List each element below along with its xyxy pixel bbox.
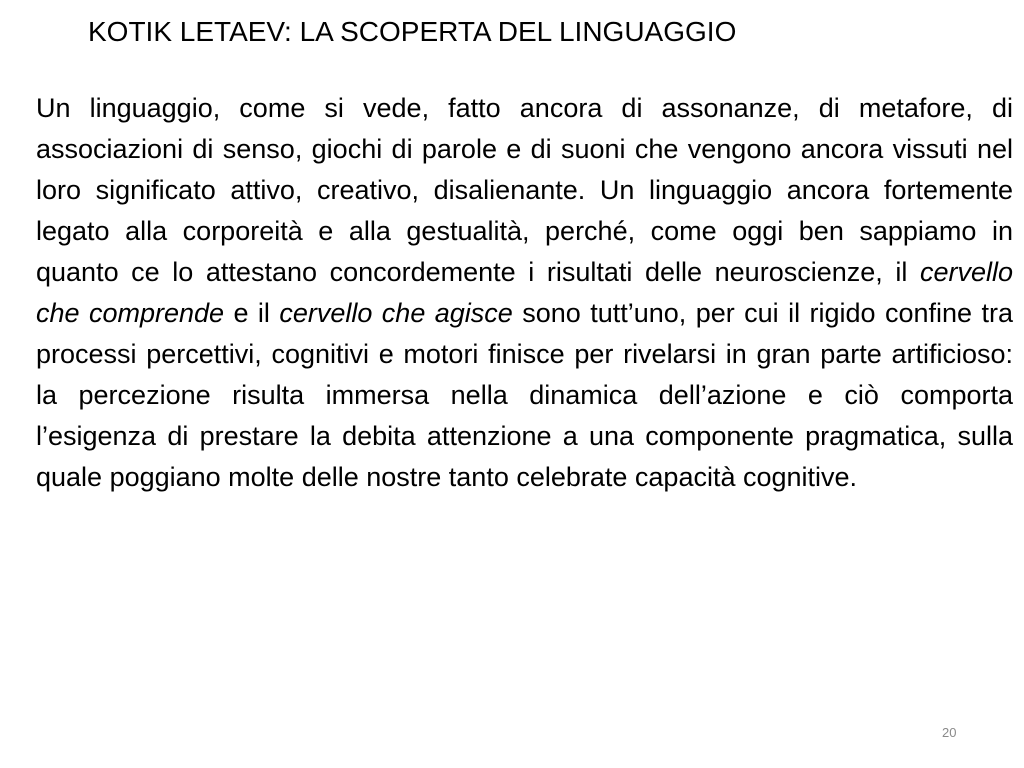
slide-body-text xyxy=(36,88,1013,498)
body-text-part-3: sono tutt’uno, per cui il rigido confine tra processi percettivi, cognitivi e motori finisce per rivelarsi in gran parte artificioso: la percezione risulta immersa nella dinamica dell’azione e ciò comporta l’esigenza di prestare la debita attenzione a una componente pragmatica, sulla quale poggiano molte delle nostre tanto celebrate capacità cognitive. xyxy=(36,298,1013,492)
slide-title: KOTIK LETAEV: LA SCOPERTA DEL LINGUAGGIO xyxy=(88,16,737,47)
body-text-part-1: Un linguaggio, come si vede, fatto ancora di assonanze, di metafore, di associazioni di senso, giochi di parole e di suoni che vengono ancora vissuti nel loro significato attivo, creativo, disalienante. Un linguaggio ancora fortemente legato alla corporeità e alla gestualità, perché, come oggi ben sappiamo in quanto ce lo attestano concordemente i risultati delle neuroscienze, il xyxy=(36,93,1013,287)
page-number: 20 xyxy=(942,725,957,740)
body-emphasis-1: cervello che comprende xyxy=(36,257,1013,328)
body-text-part-2: e il xyxy=(224,298,280,328)
body-emphasis-2: cervello che agisce xyxy=(279,298,513,328)
